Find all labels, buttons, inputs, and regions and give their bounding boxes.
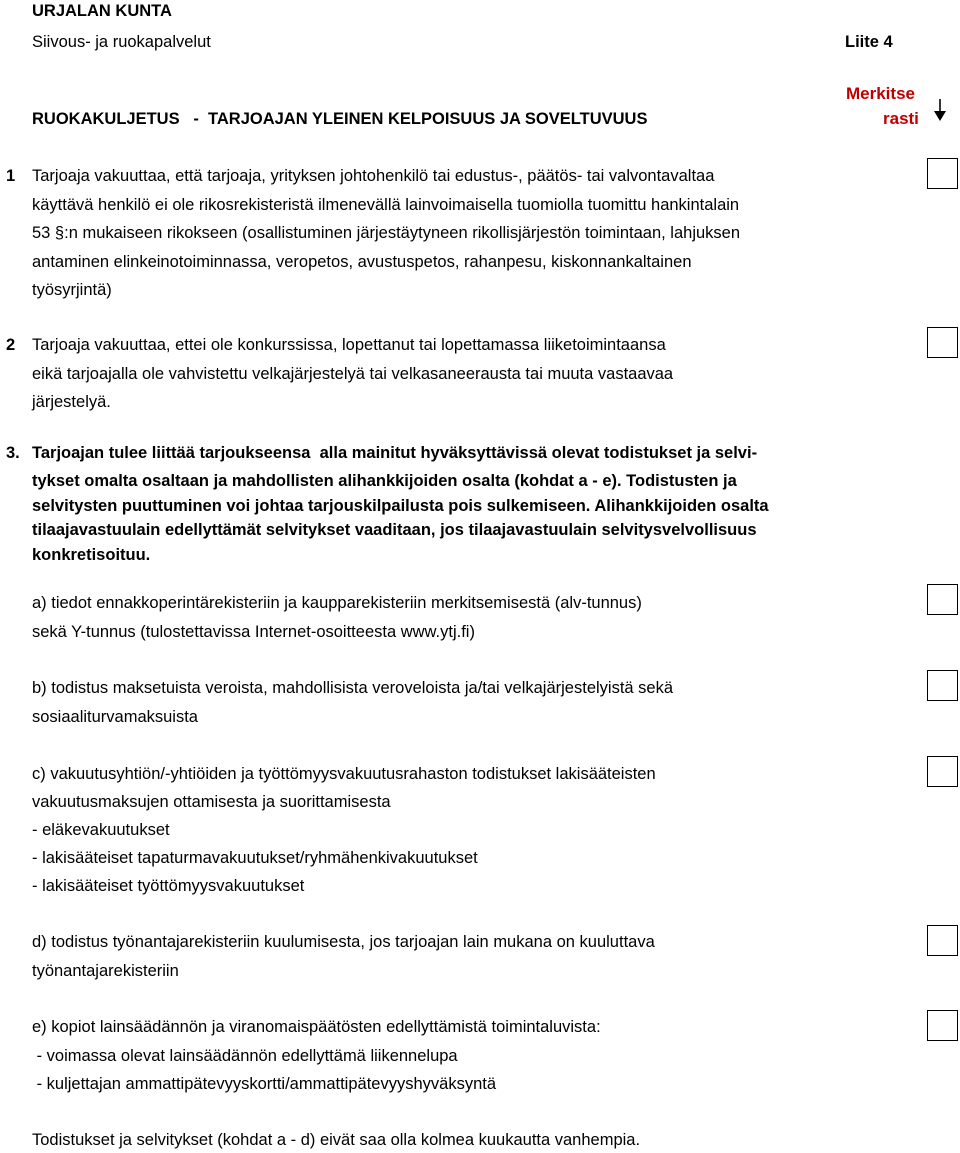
text-line: työnantajarekisteriin xyxy=(32,962,179,980)
checkbox-item-1[interactable] xyxy=(927,158,958,189)
text-line: a) tiedot ennakkoperintärekisteriin ja kaupparekisteriin merkitsemisestä (alv-tunnus) xyxy=(32,594,642,612)
mark-instruction-line1: Merkitse xyxy=(846,84,915,103)
text-line: - lakisääteiset tapaturmavakuutukset/ryhmähenkivakuutukset xyxy=(32,849,478,867)
text-line: - kuljettajan ammattipätevyyskortti/ammattipätevyyshyväksyntä xyxy=(32,1075,497,1093)
arrow-down-icon xyxy=(933,99,947,121)
text-line: sekä Y-tunnus (tulostettavissa Internet-osoitteesta www.ytj.fi) xyxy=(32,623,475,641)
text-line: työsyrjintä) xyxy=(32,281,112,299)
text-line: - eläkevakuutukset xyxy=(32,821,170,839)
text-line: sosiaaliturvamaksuista xyxy=(32,708,198,726)
text-line: c) vakuutusyhtiön/-yhtiöiden ja työttömyysvakuutusrahaston todistukset lakisääteisten xyxy=(32,765,656,783)
attachment-label: Liite 4 xyxy=(845,33,893,51)
mark-instruction-line2: rasti xyxy=(883,109,919,128)
checkbox-requirement-e[interactable] xyxy=(927,1010,958,1041)
text-line: eikä tarjoajalla ole vahvistettu velkajärjestelyä tai velkasaneerausta tai muuta vastaavaa xyxy=(32,365,674,383)
organization-name: URJALAN KUNTA xyxy=(32,2,172,20)
department-name: Siivous- ja ruokapalvelut xyxy=(32,33,211,51)
page-title: RUOKAKULJETUS - TARJOAJAN YLEINEN KELPOISUUS JA SOVELTUVUUS xyxy=(32,110,648,128)
checkbox-requirement-d[interactable] xyxy=(927,925,958,956)
footer-note: Todistukset ja selvitykset (kohdat a - d) eivät saa olla kolmea kuukautta vanhempia. xyxy=(32,1131,641,1149)
text-line: d) todistus työnantajarekisteriin kuulumisesta, jos tarjoajan lain mukana on kuuluttava xyxy=(32,933,655,951)
text-line: Tarjoajan tulee liittää tarjoukseensa alla mainitut hyväksyttävissä olevat todistukset ja selvi- xyxy=(32,444,758,462)
text-line: - voimassa olevat lainsäädännön edellyttämä liikennelupa xyxy=(32,1047,458,1065)
text-line: selvitysten puuttuminen voi johtaa tarjouskilpailusta pois sulkemiseen. Alihankkijoiden osalta xyxy=(32,497,769,515)
text-line: antaminen elinkeinotoiminnassa, veropetos, avustuspetos, rahanpesu, kiskonnankaltainen xyxy=(32,253,692,271)
text-line: tykset omalta osaltaan ja mahdollisten alihankkijoiden osalta (kohdat a - e). Todistusten ja xyxy=(32,472,737,490)
item-number-3: 3. xyxy=(6,444,20,462)
text-line: tilaajavastuulain edellyttämät selvitykset vaaditaan, jos tilaajavastuulain selvitysvelvollisuus xyxy=(32,521,757,539)
text-line: Tarjoaja vakuuttaa, että tarjoaja, yrityksen johtohenkilö tai edustus-, päätös- tai valvontavaltaa xyxy=(32,167,715,185)
text-line: - lakisääteiset työttömyysvakuutukset xyxy=(32,877,305,895)
text-line: Tarjoaja vakuuttaa, ettei ole konkurssissa, lopettanut tai lopettamassa liiketoimintaansa xyxy=(32,336,666,354)
text-line: järjestelyä. xyxy=(32,393,111,411)
text-line: käyttävä henkilö ei ole rikosrekisteristä ilmenevällä lainvoimaisella tuomiolla tuomittu hankintalain xyxy=(32,196,740,214)
checkbox-requirement-b[interactable] xyxy=(927,670,958,701)
text-line: vakuutusmaksujen ottamisesta ja suorittamisesta xyxy=(32,793,391,811)
checkbox-requirement-c[interactable] xyxy=(927,756,958,787)
item-number-2: 2 xyxy=(6,336,16,354)
text-line: b) todistus maksetuista veroista, mahdollisista veroveloista ja/tai velkajärjestelyistä sekä xyxy=(32,679,674,697)
text-line: 53 §:n mukaiseen rikokseen (osallistuminen järjestäytyneen rikollisjärjestön toimintaan, lahjuksen xyxy=(32,224,741,242)
checkbox-item-2[interactable] xyxy=(927,327,958,358)
item-number-1: 1 xyxy=(6,167,16,185)
checkbox-requirement-a[interactable] xyxy=(927,584,958,615)
text-line: e) kopiot lainsäädännön ja viranomaispäätösten edellyttämistä toimintaluvista: xyxy=(32,1018,601,1036)
text-line: konkretisoituu. xyxy=(32,546,151,564)
